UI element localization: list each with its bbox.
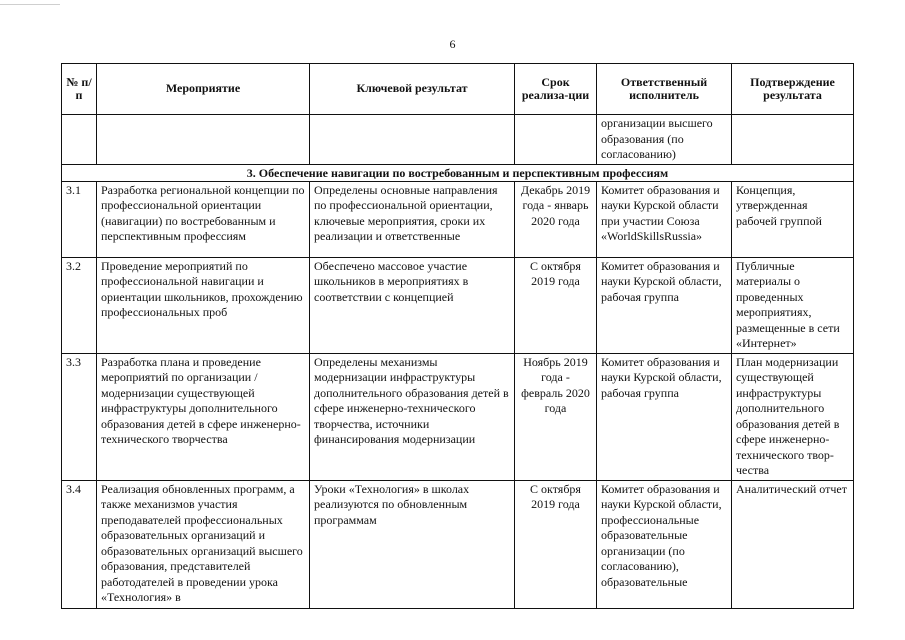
cell-result: Определены основные направления по профессиональной ориентации, ключевые мероприятия, сроки их реализации и ответственные [310, 181, 515, 257]
table-row [62, 353, 854, 480]
plan-table [61, 63, 854, 609]
cell-num: 3.3 [62, 353, 97, 480]
cell-term [515, 115, 597, 165]
cell-confirmation: Публичные материалы о проведенных мероприятиях, размещенные в сети «Интернет» [732, 257, 854, 353]
header-confirmation: Подтверждение результата [732, 64, 854, 115]
section-row [62, 164, 854, 181]
cell-confirmation: Концепция, утвержденная рабочей группой [732, 181, 854, 257]
header-event: Мероприятие [97, 64, 310, 115]
cell-num: 3.4 [62, 480, 97, 608]
header-responsible: Ответственный исполнитель [597, 64, 732, 115]
cell-term: С октября 2019 года [515, 480, 597, 608]
cell-event [97, 115, 310, 165]
section-title: 3. Обеспечение навигации по востребованным и перспективным профессиям [62, 164, 854, 181]
table-header-row [62, 64, 854, 115]
cell-result [310, 115, 515, 165]
cell-confirmation: План модернизации существующей инфраструктуры дополнительного образования детей в сфере инженерно-технического твор-чества [732, 353, 854, 480]
cell-term: Ноябрь 2019 года - февраль 2020 года [515, 353, 597, 480]
cell-num: 3.2 [62, 257, 97, 353]
cell-responsible: Комитет образования и науки Курской области, рабочая группа [597, 353, 732, 480]
scan-corner-mark [0, 4, 60, 5]
table-row [62, 257, 854, 353]
table-row [62, 480, 854, 608]
header-term: Срок реализа-ции [515, 64, 597, 115]
cell-event: Разработка плана и проведение мероприятий по организации / модернизации существующей инфраструктуры дополнительного образования детей в сфере инженерно-технического творчества [97, 353, 310, 480]
cell-result: Уроки «Технология» в школах реализуются по обновленным программам [310, 480, 515, 608]
header-result: Ключевой результат [310, 64, 515, 115]
cell-event: Проведение мероприятий по профессиональной навигации и ориентации школьников, прохождению профессиональных проб [97, 257, 310, 353]
cell-num [62, 115, 97, 165]
continuation-row [62, 115, 854, 165]
cell-result: Обеспечено массовое участие школьников в мероприятиях в соответствии с концепцией [310, 257, 515, 353]
cell-responsible: Комитет образования и науки Курской области при участии Союза «WorldSkillsRussia» [597, 181, 732, 257]
cell-term: Декабрь 2019 года - январь 2020 года [515, 181, 597, 257]
cell-event: Разработка региональной концепции по профессиональной ориентации (навигации) по востребованным и перспективным профессиям [97, 181, 310, 257]
cell-confirmation [732, 115, 854, 165]
cell-num: 3.1 [62, 181, 97, 257]
page-number: 6 [449, 37, 456, 51]
cell-event: Реализация обновленных программ, а также механизмов участия преподавателей профессиональных образовательных организаций и образовательных организаций высшего образования, представителей работодателей в проведении урока «Технология» в [97, 480, 310, 608]
cell-responsible: Комитет образования и науки Курской области, рабочая группа [597, 257, 732, 353]
cell-responsible: организации высшего образования (по согласованию) [597, 115, 732, 165]
cell-responsible: Комитет образования и науки Курской области, профессиональные образовательные организации (по согласованию), образовательные [597, 480, 732, 608]
cell-confirmation: Аналитический отчет [732, 480, 854, 608]
header-num: № п/п [62, 64, 97, 115]
cell-term: С октября 2019 года [515, 257, 597, 353]
table-row [62, 181, 854, 257]
cell-result: Определены механизмы модернизации инфраструктуры дополнительного образования детей в сфере инженерно-технического творчества, источники финансирования модернизации [310, 353, 515, 480]
